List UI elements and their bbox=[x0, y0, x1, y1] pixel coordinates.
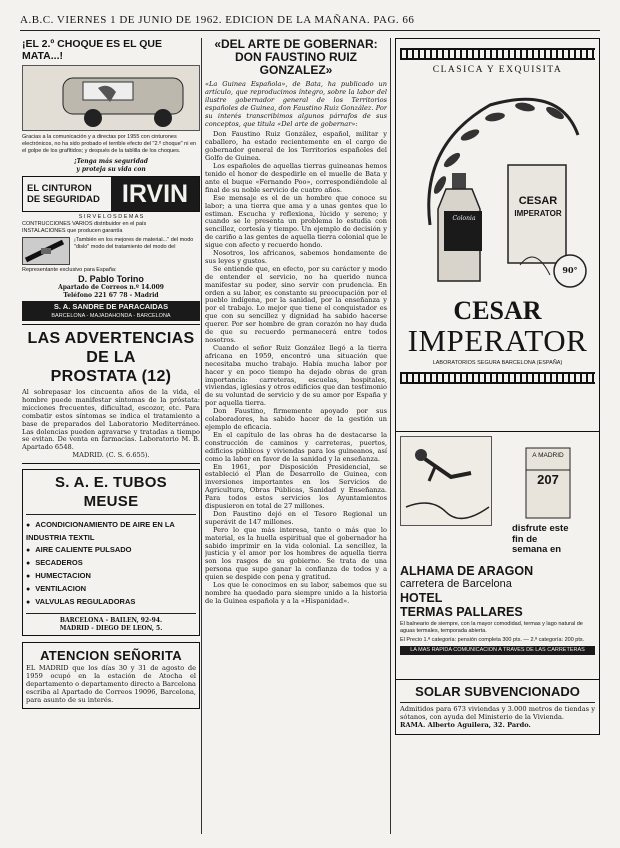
box-label-1: CESAR bbox=[518, 195, 558, 207]
diver-icon bbox=[401, 437, 491, 525]
sign-block bbox=[496, 436, 596, 528]
cesar-lab: LABORATORIOS SEGURA BARCELONA (ESPAÑA) bbox=[432, 360, 563, 366]
irvin-bar-1: S. A. SANDRE DE PARACAIDAS bbox=[22, 301, 200, 312]
prostata-notice bbox=[22, 325, 200, 464]
irvin-ad-headline: ¡EL 2.º CHOQUE ES EL QUE MATA...! bbox=[22, 38, 162, 62]
atencion-notice bbox=[22, 642, 200, 709]
irvin-note: ¡También en los mejores de material..." del modo "dislo" modo del tratamiento del modo del bbox=[74, 237, 194, 250]
list-item: ● VALVULAS REGULADORAS bbox=[26, 596, 196, 609]
alhama-illustration-row bbox=[400, 436, 595, 528]
laurel-icon bbox=[400, 75, 595, 297]
irvin-left-1: EL CINTURON bbox=[27, 183, 92, 194]
irvin-logo-row bbox=[22, 176, 200, 212]
diver-illustration bbox=[400, 436, 492, 526]
atencion-body: EL MADRID que los días 30 y 31 de agosto de 1959 ocupó en la estación de Atocha el departamento o departamento directo a Barcelona escriba al Apartado de Correos 19096, Barcelona, para asunto de su interés. bbox=[26, 664, 196, 704]
car-crash-illustration bbox=[22, 65, 200, 131]
medal-label: 90° bbox=[562, 265, 578, 275]
irvin-slogan-2: y proteja su vida con bbox=[76, 165, 146, 173]
disfrute-block bbox=[512, 524, 597, 556]
irvin-name: D. Pablo Torino bbox=[78, 274, 144, 284]
meuse-list bbox=[26, 519, 196, 609]
irvin-logo-left bbox=[23, 183, 111, 205]
perfume-illustration bbox=[400, 75, 595, 297]
article-paragraph: Ese mensaje es el de un hombre que conoce su labor; a una tierra que ama y a unas gentes que lo estiman. Escucha y reflexiona, lúcido y sereno; y cuando se le presenta un problema lo estudia con sencillez, cortesía y tiempo. Un ejemplo de decisión y de cariño a las gentes de aquella tierra colonial que le sigue con afecto y recuerdo hondo. bbox=[205, 193, 387, 250]
irvin-brand: IRVIN bbox=[111, 177, 199, 211]
alhama-name-1: ALHAMA DE ARAGON bbox=[400, 564, 534, 578]
irvin-line-2: INSTALACIONES que producen garantía bbox=[22, 228, 123, 234]
article-paragraph: Los españoles de aquellas tierras guineanas hemos tenido el honor de despedirle en el muelle de Bata y ante el buque «Fernando Poo», correspondiéndole al final de su noble servicio de cuatro años. bbox=[205, 162, 387, 194]
alhama-ad bbox=[395, 432, 600, 680]
bottle-label: Colonia bbox=[452, 215, 476, 222]
irvin-caption: Gracias a la comunicación y a directas por 1955 con cinturones electrónicos, no ha sido probado el terrible efecto del "2.º choque" ni en el golpe de los grafítidos; y después de la tablilla de los choques. bbox=[22, 134, 197, 154]
disfrute-2: fin de bbox=[512, 533, 538, 545]
left-column bbox=[22, 38, 200, 834]
meuse-title: S. A. E. TUBOS MEUSE bbox=[55, 474, 167, 511]
list-item: ● HUMECTACION bbox=[26, 570, 196, 583]
alhama-foot: LA MAS RAPIDA COMUNICACION A TRAVES DE LAS CARRETERAS bbox=[400, 646, 595, 655]
seatbelt-icon bbox=[22, 237, 70, 265]
irvin-sub: S I R V E L O S D E M A S bbox=[78, 214, 144, 220]
cesar-imperator-ad bbox=[395, 38, 600, 432]
irvin-addr-2: Teléfono 221 67 78 - Madrid bbox=[63, 291, 159, 299]
list-item: ● AIRE CALIENTE PULSADO bbox=[26, 544, 196, 557]
article-paragraph: Pero lo que más interesa, tanto o más que lo material, es la huella espiritual que el gobernador ha sabido imprimir en la vida colonial. La sencillez, la justicia y el amor por los hombres de aquella tierra son los rasgos de su gobierno. Se trata de una persona que supo ganar la confianza de todos y a quien se despide con pena y gratitud. bbox=[205, 525, 387, 582]
box-label-2: IMPERATOR bbox=[514, 209, 562, 218]
disfrute-3: semana en bbox=[512, 544, 562, 555]
article-column bbox=[205, 38, 387, 834]
solar-foot: RAMA. Alberto Aguilera, 32. Pardo. bbox=[400, 720, 531, 729]
list-item: ● ACONDICIONAMIENTO DE AIRE EN LA INDUSTRIA TEXTIL bbox=[26, 519, 196, 544]
article-paragraph: Cuando el señor Ruiz González llegó a la tierra africana en 1959, encontró una situación que necesitaba mucho trabajo. Había mucha labor por hacer y en poco tiempo ha dejado obras de gran importancia: carreteras, escuelas, hospitales, viviendas, iglesias y otros edificios que dan testimonio de su voluntad de servicio y de su amor por España y por aquella tierra. bbox=[205, 343, 387, 408]
prostata-title-1: LAS ADVERTENCIAS DE LA bbox=[27, 330, 195, 366]
greek-border bbox=[400, 48, 595, 60]
cesar-name-2: IMPERATOR bbox=[407, 323, 588, 358]
alhama-prices: El Precio 1.ª categoría: pensión completa 300 pts. — 2.ª categoría: 200 pts. bbox=[400, 637, 585, 643]
article-title: «DEL ARTE DE GOBERNAR: DON FAUSTINO RUIZ GONZALEZ» bbox=[214, 38, 378, 77]
list-item: ● SECADEROS bbox=[26, 557, 196, 570]
solar-body: Admitidos para 673 viviendas y 3.000 metros de tiendas y sótanos, con ayuda del Ministerio de la Vivienda. bbox=[400, 705, 595, 721]
article-paragraph: Los que le conocimos en su labor, sabemos que su nombre ha quedado para siempre unido a la historia de la Guinea española y a la «Hispanidad». bbox=[205, 581, 387, 605]
cesar-name-1: CESAR bbox=[453, 296, 542, 325]
prostata-city: MADRID. (C. S. 6.655). bbox=[72, 451, 150, 460]
irvin-slogan-1: ¡Tenga más seguridad bbox=[74, 158, 148, 165]
sign-text-2: 207 bbox=[537, 472, 559, 487]
alhama-hotel-1: HOTEL bbox=[400, 591, 443, 605]
article-paragraph: Nosotros, los africanos, sabemos hondamente de sus leyes y gustos. bbox=[205, 249, 387, 265]
meuse-addr-1: BARCELONA - BAILEN, 92-94. bbox=[59, 617, 163, 625]
solar-ad bbox=[395, 680, 600, 735]
irvin-belt-row bbox=[22, 237, 200, 265]
disfrute-1: disfrute este bbox=[512, 523, 569, 534]
irvin-bar-2: BARCELONA - MAJADAHONDA - BARCELONA bbox=[22, 312, 200, 321]
meuse-ad bbox=[22, 469, 200, 636]
list-item: ● VENTILACION bbox=[26, 583, 196, 596]
irvin-addr-1: Apartado de Correos n.º 14.009 bbox=[58, 284, 164, 291]
prostata-body: Al sobrepasar los cincuenta años de la vida, el hombre puede manifestar síntomas de la próstata: micciones frecuentes, dificultad, escozor, etc. Para combatir estos síntomas se indica el tratamiento a base de preparados del Laboratorio Mediterráneo. Las dolencias pueden agravarse y tratadas a tiempo se evitan. De venta en farmacias. Laboratorio M. B. Apartado 6548. bbox=[22, 388, 200, 452]
meuse-addr-2: MADRID - DIEGO DE LEON, 5. bbox=[59, 624, 163, 632]
atencion-title: ATENCION SEÑORITA bbox=[40, 648, 182, 664]
right-column bbox=[395, 38, 600, 834]
article-paragraph: Don Faustino, firmemente apoyado por sus colaboradores, ha sabido hacer de la gestión un ejemplo de eficacia. bbox=[205, 407, 387, 431]
page-header: A.B.C. VIERNES 1 DE JUNIO DE 1962. EDICION DE LA MAÑANA. PAG. 66 bbox=[20, 14, 600, 31]
irvin-ad bbox=[22, 38, 200, 325]
alhama-name-2: carretera de Barcelona bbox=[400, 578, 512, 590]
alhama-body: El balneario de siempre, con la mayor comodidad, termas y lago natural de aguas termales, temporada abierta. bbox=[400, 621, 583, 634]
irvin-left-2: DE SEGURIDAD bbox=[27, 194, 100, 205]
article-paragraph: Don Faustino Ruiz González, español, militar y caballero, ha estado recientemente en el cargo de gobernador general de los Territorios españoles del Golfo de Guinea. bbox=[205, 130, 387, 163]
column-rule bbox=[390, 38, 391, 834]
car-icon bbox=[23, 66, 199, 130]
sign-text-1: A MADRID bbox=[532, 452, 564, 459]
article-paragraph: Se entiende que, en efecto, por su carácter y modo de entender el servicio, no ha querido nunca manifestar su poder, sino servir con prudencia. En orden a su labor, es constante su preocupación por el pueblo indígena, por la sanidad, por la enseñanza y por el trabajo. Lo mejor que tiene el conquistador es que con su sencillez y dignidad ha sabido hacerse querer. Por ser hombre de gran corazón no hay duda de que su recuerdo permanecerá entre todos nosotros. bbox=[205, 264, 387, 344]
greek-border bbox=[400, 372, 595, 384]
irvin-rep: Representante exclusivo para España: bbox=[22, 267, 117, 273]
article-intro: «La Guinea Española», de Bata, ha publicado un artículo, que reproducimos íntegro, sobre la labor del ilustre gobernador general de los Territorios españoles de Guinea, don Faustino Ruiz González. Por su interés transcribimos algunos párrafos de sus conceptos, que titula «Del arte de gobernar»: bbox=[205, 80, 387, 128]
column-rule bbox=[201, 38, 202, 834]
alhama-hotel-2: TERMAS PALLARES bbox=[400, 605, 523, 619]
prostata-title-2: PROSTATA (12) bbox=[50, 368, 172, 385]
solar-title: SOLAR SUBVENCIONADO bbox=[415, 684, 580, 699]
article-paragraph: En 1961, por Disposición Presidencial, se estableció el Plan de Desarrollo de Guinea, con inversiones importantes en los Servicios de Agricultura, Obras Públicas, Sanidad y Enseñanza. Para todos estos servicios los Ayuntamientos dispusieron en total de 27 millones. bbox=[205, 462, 387, 511]
article-paragraph: Don Faustino dejó en el Tesoro Regional un superávit de 147 millones. bbox=[205, 509, 387, 526]
irvin-line-1: CONTRUCCIONES VARIOS distribuidor en el país bbox=[22, 221, 147, 227]
cesar-tag: CLASICA Y EXQUISITA bbox=[432, 65, 563, 75]
article-paragraph: En el capítulo de las obras ha de destacarse la construcción de caminos y carreteras, puertos, edificios públicos y viviendas para los guineanos, así como la labor en favor de la sanidad y la enseñanza. bbox=[205, 430, 387, 463]
